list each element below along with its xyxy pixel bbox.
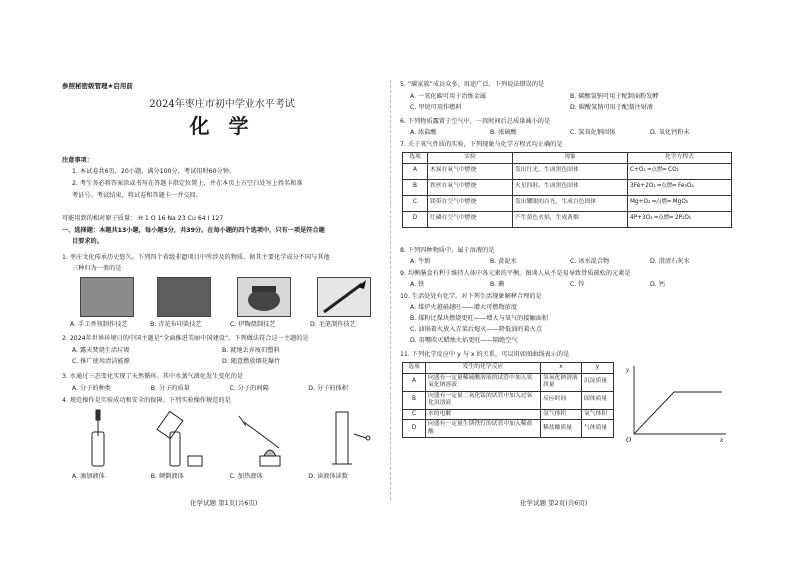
q6-options xyxy=(410,128,730,137)
q11-header-y: y xyxy=(582,363,614,374)
q11-graph xyxy=(622,362,732,442)
left-footer: 化学试题 第1页(共6页) xyxy=(190,499,258,507)
q7-row-a-equation: C+O₂ ═点燃═ CO₂ xyxy=(628,163,732,179)
q1-options xyxy=(70,320,390,329)
subject-title: 化 学 xyxy=(189,114,255,138)
dropper-icon xyxy=(92,410,104,466)
q5-option-d[interactable]: D. 碳酸氢钠可用于配制注射液 xyxy=(570,104,653,111)
q7-row-c-label[interactable]: C xyxy=(403,195,428,211)
pouring-icon xyxy=(157,411,202,466)
q11-row-c-x: 氢气体积 xyxy=(541,409,582,420)
q11-header-x: x xyxy=(541,363,582,374)
indigo-cloth-photo xyxy=(157,277,211,317)
q7-row-b-label[interactable]: B xyxy=(403,179,428,195)
q2-option-a[interactable]: A. 露天焚烧生活垃圾 xyxy=(72,347,130,354)
q7-row-d-phenomenon: 产生黄色火焰，生成黄烟 xyxy=(513,211,628,227)
q4-options xyxy=(72,472,387,481)
q9-option-a[interactable]: A. 铁 xyxy=(410,281,425,288)
q9-stem: 9. 均衡膳食有利于维持人体中各元素的平衡。图谈人从不是易导致骨质疏松的元素是 xyxy=(400,270,631,277)
q7-row-c-phenomenon: 发出耀眼的白光，生成白色固体 xyxy=(513,195,628,211)
q11-row-a-label[interactable]: A xyxy=(403,373,426,391)
q11-row-d-label[interactable]: D xyxy=(403,420,426,438)
q7-row-d-label[interactable]: D xyxy=(403,211,428,227)
secret-label: 参照秘密级管理★启用前 xyxy=(62,82,133,90)
q11-row-c-reaction: 水的电解 xyxy=(426,409,541,420)
q3-option-b[interactable]: B. 分子的质量 xyxy=(150,385,190,392)
q1-option-c[interactable]: C. 伊陶烧制技艺 xyxy=(230,321,276,328)
q6-stem: 6. 下列物质露置于空气中，一段时间后总质量减小的是 xyxy=(400,118,551,125)
q11-header-reaction: 发生的化学反应 xyxy=(426,363,541,374)
q9-options xyxy=(410,280,730,289)
q10-option-d[interactable]: D. 用嘴吹灭蜡烛火焰更旺——隔绝空气 xyxy=(410,337,518,344)
q6-option-b[interactable]: B. 浓硫酸 xyxy=(490,129,517,136)
q7-row-a-label[interactable]: A xyxy=(403,163,428,179)
q11-row-b-x: 反应时间 xyxy=(541,391,582,409)
q11-row-b-y: 固体质量 xyxy=(582,391,614,409)
q5-option-c[interactable]: C. 甲烷可用作燃料 xyxy=(410,104,462,111)
q6-option-c[interactable]: C. 氢氧化钠固体 xyxy=(570,129,616,136)
table-row xyxy=(403,373,614,391)
q9-option-c[interactable]: C. 锌 xyxy=(570,281,585,288)
brush-photo xyxy=(317,277,371,317)
q11-row-d-reaction: 向盛有一定量生锈铁钉的试管中加入稀盐酸 xyxy=(426,420,541,438)
q11-row-c-label[interactable]: C xyxy=(403,409,426,420)
table-row xyxy=(403,179,732,195)
q11-row-a-y: 沉淀质量 xyxy=(582,373,614,391)
graph-y-label: y xyxy=(626,366,630,374)
q2-option-b[interactable]: B. 就地丢弃废旧塑料 xyxy=(222,347,280,354)
q8-option-a[interactable]: A. 牛奶 xyxy=(410,258,431,265)
note-3: 考证号。考试结束，将试卷和答题卡一并交回。 xyxy=(72,192,202,199)
section1-heading-cont: 目要求的。 xyxy=(72,238,103,245)
q7-row-d-equation: 4P+3O₂ ═点燃═ 2P₂O₅ xyxy=(628,211,732,227)
q11-stem: 11. 下列化学反应中 y 与 x 的关系，可以用如图曲线表示的是 xyxy=(400,351,570,358)
q2-option-d[interactable]: D. 随意燃放烟花爆竹 xyxy=(222,358,281,365)
q5-option-b[interactable]: B. 碳酸氢钠可用于配制面粉发酵 xyxy=(570,93,659,100)
q11-table-header xyxy=(403,363,614,374)
q11-row-a-x: 氢氧化钠溶液质量 xyxy=(541,373,582,391)
atomic-mass: 可能用到的相对原子质量： H 1 O 16 Na 23 Cu 64 I 127 xyxy=(62,215,224,222)
table-row xyxy=(403,409,614,420)
q7-row-c-experiment: 镁带在空气中燃烧 xyxy=(428,195,513,211)
q11-row-b-reaction: 向盛有一定量二氧化锰的试管中加入过氧化氢溶液 xyxy=(426,391,541,409)
q7-row-d-experiment: 红磷在空气中燃烧 xyxy=(428,211,513,227)
note-1: 1. 本试卷共6页，20小题，满分100分，考试用时60分钟。 xyxy=(72,168,236,175)
q3-option-a[interactable]: A. 分子的种类 xyxy=(72,385,111,392)
q4-option-c[interactable]: C. 加热液体 xyxy=(229,473,263,480)
q8-option-b[interactable]: B. 黄泥水 xyxy=(490,258,517,265)
right-page xyxy=(400,70,735,500)
incense-photo xyxy=(80,277,134,317)
q11-row-d-x: 稀盐酸质量 xyxy=(541,420,582,438)
q11-table xyxy=(402,362,614,438)
q11-row-c-y: 氧气体积 xyxy=(582,409,614,420)
brush-icon xyxy=(318,278,370,316)
q7-row-a-experiment: 木炭在氧气中燃烧 xyxy=(428,163,513,179)
q7-row-b-phenomenon: 火星四射，生成黑色固体 xyxy=(513,179,628,195)
q9-option-d[interactable]: D. 钙 xyxy=(650,281,665,288)
q8-stem: 8. 下列四种物质中，属于溶液的是 xyxy=(400,247,495,254)
q4-option-d[interactable]: D. 读液体读数 xyxy=(308,473,348,480)
q8-option-d[interactable]: D. 澄清石灰水 xyxy=(650,258,690,265)
q5-options xyxy=(410,92,730,112)
q3-stem: 3. 水通过三态变化实现了天然循环。其中水蒸气液化发生变化的是 xyxy=(62,373,244,380)
q10-option-a[interactable]: A. 煤炉火越扇越旺——增大可燃物浓度 xyxy=(410,304,518,311)
q7-row-a-phenomenon: 发出红光，生成黑色固体 xyxy=(513,163,628,179)
q9-option-b[interactable]: B. 碘 xyxy=(490,281,505,288)
pottery-icon xyxy=(238,278,290,316)
q1-option-a[interactable]: A. 手工香筷制作技艺 xyxy=(70,321,128,328)
q4-option-b[interactable]: B. 倾倒液体 xyxy=(150,473,184,480)
note-2: 2. 考生务必将答案涂或书写在答题卡指定位置上，并在本页上方空白处写上姓名和准 xyxy=(72,180,303,187)
heating-icon xyxy=(239,416,280,466)
exam-title: 2024年枣庄市初中学业水平考试 xyxy=(149,99,295,110)
q11-row-d-y: 气体质量 xyxy=(582,420,614,438)
q2-option-c[interactable]: C. 推广使用清洁能源 xyxy=(72,358,130,365)
q10-option-c[interactable]: C. 油锅着火放入青菜后熄灭——降低油的着火点 xyxy=(410,326,543,333)
right-footer: 化学试题 第2页(共6页) xyxy=(520,499,588,507)
graph-origin-label: O xyxy=(626,436,632,442)
q6-option-a[interactable]: A. 浓盐酸 xyxy=(410,129,437,136)
q5-stem: 5. “碳家族”成员众多，用途广泛。下列说法错误的是 xyxy=(400,81,545,88)
notes-title: 注意事项： xyxy=(62,157,93,164)
q1-option-d[interactable]: D. 毛笔制作技艺 xyxy=(310,321,356,328)
left-page xyxy=(62,70,397,500)
table-row xyxy=(403,163,732,179)
q7-table xyxy=(402,152,732,228)
table-row xyxy=(403,211,732,227)
q8-options xyxy=(410,257,730,266)
section1-heading: 一、选择题：本题共13小题，每小题3分，共39分。在每小题的四个选项中，只有一项是符合题 xyxy=(62,227,325,234)
q2-options xyxy=(72,346,372,366)
table-row xyxy=(403,195,732,211)
q7-header-experiment: 实验 xyxy=(428,153,513,164)
q7-row-b-experiment: 铁丝在氧气中燃烧 xyxy=(428,179,513,195)
q3-options xyxy=(72,384,387,393)
q8-option-c[interactable]: C. 冰水混合物 xyxy=(570,258,610,265)
q4-apparatus-drawings xyxy=(74,408,374,470)
cylinder-icon xyxy=(332,412,370,464)
q10-stem: 10. 生活处处有化学。对下列生活现象解释合理的是 xyxy=(400,293,542,300)
q11-header-option: 选项 xyxy=(403,363,426,374)
graph-curve xyxy=(634,392,722,434)
q7-header-option: 选项 xyxy=(403,153,428,164)
q3-option-c[interactable]: C. 分子的间隔 xyxy=(229,385,269,392)
q1-stem-cont: 三种归为一类的是 xyxy=(72,265,122,272)
q1-stem: 1. 枣庄文化传承历史悠久。下列四个省级非遗项目中所涉及的物质、据其主要化学成分不同与其他 xyxy=(62,254,330,261)
pottery-photo xyxy=(237,277,291,317)
q11-row-a-reaction: 向盛有一定量稀硫酸溶液的试管中加入氢氧化钠溶液 xyxy=(426,373,541,391)
table-row xyxy=(403,391,614,409)
q7-header-phenomenon: 现象 xyxy=(513,153,628,164)
q10-option-b[interactable]: B. 煤粉比煤块燃烧更旺——增大与氧气的接触面积 xyxy=(410,315,549,322)
q7-table-header xyxy=(403,153,732,164)
graph-x-label: x xyxy=(720,436,724,442)
q7-row-c-equation: Mg+O₂ ═点燃═ MgO₂ xyxy=(628,195,732,211)
q6-option-d[interactable]: D. 氧化钙粉末 xyxy=(650,129,690,136)
q3-option-d[interactable]: D. 分子的体积 xyxy=(308,385,348,392)
q4-stem: 4. 规范操作是实验成功和安全的保障。下列实验操作规范的是 xyxy=(62,397,231,404)
q7-row-b-equation: 3Fe+2O₂ ═点燃═ Fe₃O₄ xyxy=(628,179,732,195)
q4-option-a[interactable]: A. 滴加液体 xyxy=(72,473,105,480)
q2-stem: 2. 2024年世界环境日的中国主题是“全面推进美丽中国建设”。下列做法符合这一主题的是 xyxy=(62,335,309,342)
q11-row-b-label[interactable]: B xyxy=(403,391,426,409)
q7-stem: 7. 关于氧气性质的实验，下列现象与化学方程式均正确的是 xyxy=(400,141,563,148)
q1-option-b[interactable]: B. 青花布印染技艺 xyxy=(150,321,202,328)
table-row xyxy=(403,420,614,438)
q5-option-a[interactable]: A. 一氧化碳可用于冶炼金属 xyxy=(410,93,487,100)
q7-header-equation: 化学方程式 xyxy=(628,153,732,164)
